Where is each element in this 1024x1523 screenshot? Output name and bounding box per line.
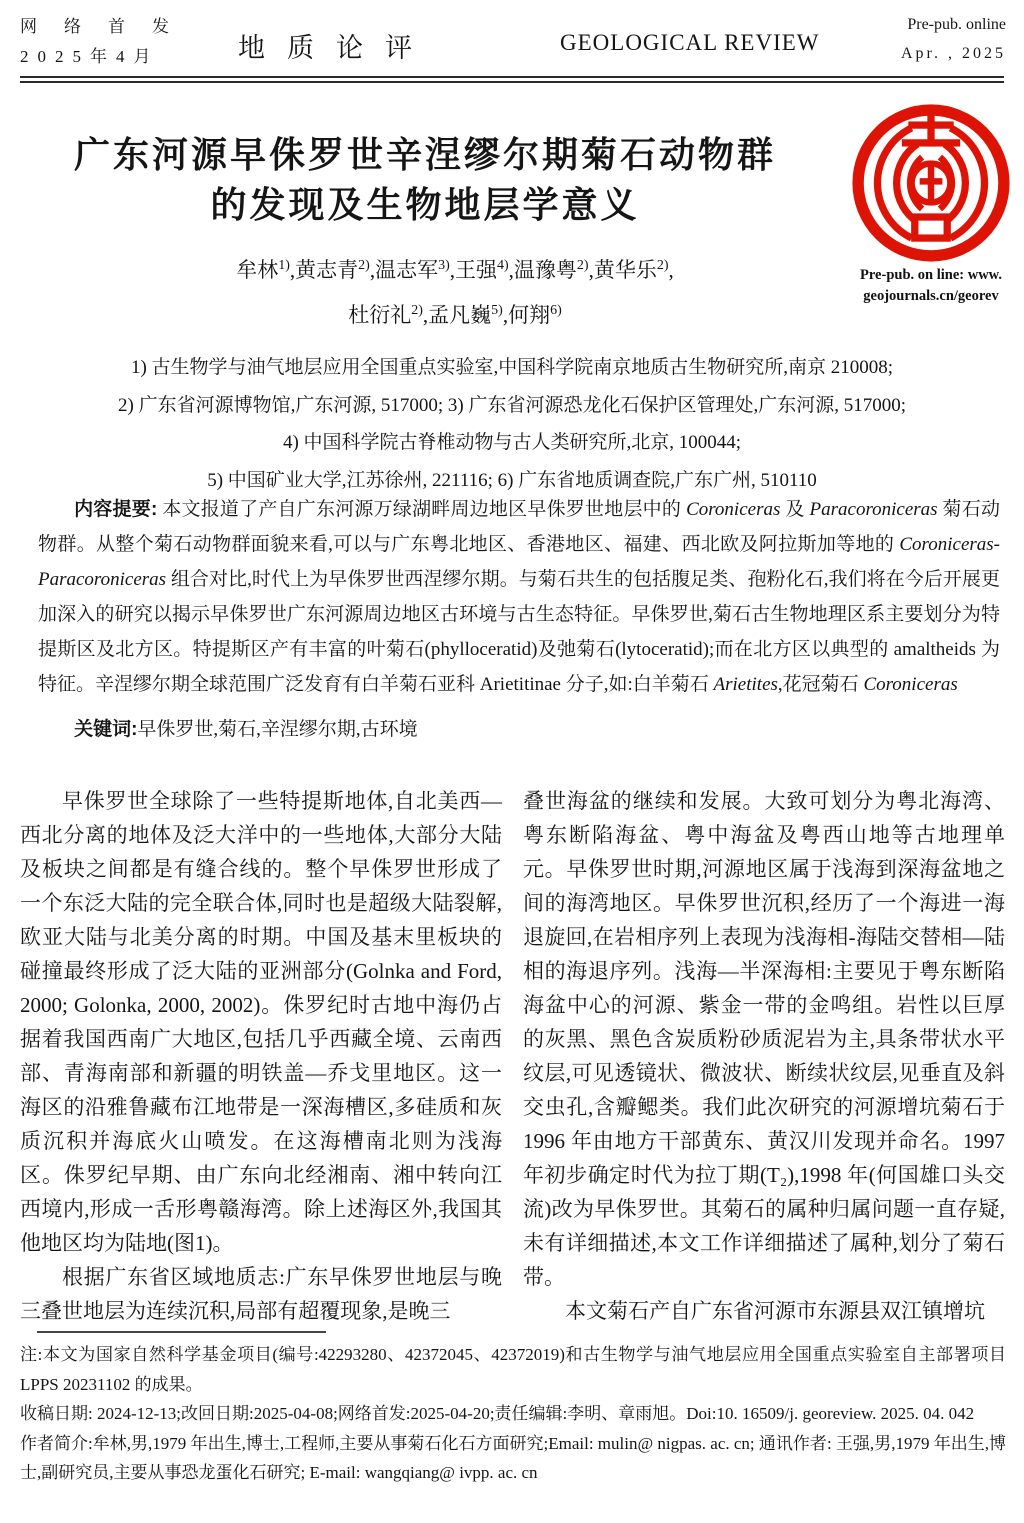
header-double-rule <box>20 76 1004 83</box>
taxon-name: Coroniceras <box>686 499 781 520</box>
body-paragraph: 早侏罗世全球除了一些特提斯地体,自北美西—西北分离的地体及泛大洋中的一些地体,大部分大陆及板块之间都是有缝合线的。整个早侏罗世形成了一个东泛大陆的完全联合体,同时也是超级大陆裂解,欧亚大陆与北美分离的时期。中国及基末里板块的碰撞最终形成了泛大陆的亚洲部分(Golnka and Ford, 2000; Golonka, 2000, 2002)。侏罗纪时古地中海仍占据着我国西南广大地区,包括几乎西藏全境、云南西部、青海南部和新疆的明铁盖—乔戈里地区。这一海区的沿雅鲁藏布江地带是一深海槽区,多硅质和灰质沉积并海底火山喷发。在这海槽南北则为浅海区。侏罗纪早期、由广东向北经湘南、湘中转向江西境内,形成一舌形粤赣海湾。除上述海区外,我国其他地区均为陆地(图1)。 <box>20 789 502 1255</box>
author-bio-note: 作者简介:牟林,男,1979 年出生,博士,工程师,主要从事菊石化石方面研究;Email: mulin@ nigpas. ac. cn; 通讯作者: 王强,男,1979 年出生,博士,副研究员,主要从事恐龙蛋化石研究; E-mail: wangqiang@ ivpp. ac. cn <box>20 1433 1006 1482</box>
funding-note: 注:本文为国家自然科学基金项目(编号:42293280、42372045、42372019)和古生物学与油气地层应用全国重点实验室自主部署项目 LPPS 20231102 的成果。 <box>20 1345 1006 1394</box>
journal-seal-stamp-icon <box>850 102 1012 264</box>
abstract-paragraph: 内容提要: 本文报道了产自广东河源万绿湖畔周边地区早侏罗世地层中的 Coroniceras 及 Paracoroniceras 菊石动物群。从整个菊石动物群面貌来看,可以与广东粤北地区、香港地区、福建、西北欧及阿拉斯加等地的 Coroniceras-Paracoroniceras 组合对比,时代上为早侏罗世西涅缪尔期。与菊石共生的包括腹足类、孢粉化石,我们将在今后开展更加深入的研究以揭示早侏罗世广东河源周边地区古环境与古生态特征。早侏罗世,菊石古生物地理区系主要划分为特提斯区及北方区。特提斯区产有丰富的叶菊石(phylloceratid)及弛菊石(lytoceratid);而在北方区以典型的 amaltheids 为特征。辛涅缪尔期全球范围广泛发育有白羊菊石亚科 Arietitinae 分子,如:白羊菊石 Arietites,花冠菊石 Coroniceras <box>38 499 1000 695</box>
keywords-text: 早侏罗世,菊石,辛涅缪尔期,古环境 <box>137 719 418 740</box>
author: 温志军$^{3)}$, <box>375 258 455 282</box>
prepub-cn-line1: 网络首发 <box>20 17 196 36</box>
prepub-cn-line2: 2025年4月 <box>20 47 160 66</box>
article-title-line1: 广东河源早侏罗世辛涅缪尔期菊石动物群 <box>73 134 776 175</box>
author-list-row1 <box>0 254 910 284</box>
author-list-row2 <box>0 299 910 329</box>
author: 何翔$^{6)}$ <box>508 303 562 327</box>
prepub-en-line2: Apr. , 2025 <box>901 45 1006 62</box>
prepub-en-line1: Pre-pub. online <box>907 16 1006 33</box>
article-title <box>25 130 825 230</box>
taxon-name: Coroniceras <box>863 674 958 695</box>
footnote-rule <box>37 1331 326 1333</box>
author: 黄华乐$^{2)}$, <box>593 258 674 282</box>
keywords-label: 关键词: <box>74 719 138 740</box>
author: 黄志青$^{2)}$, <box>295 258 376 282</box>
prepub-notice-cn <box>20 12 196 72</box>
body-column-right <box>523 784 1005 1328</box>
body-column-left <box>20 784 502 1328</box>
affiliation-line: 2) 广东省河源博物馆,广东河源, 517000; 3) 广东省河源恐龙化石保护区管理处,广东河源, 517000; <box>118 394 906 416</box>
body-paragraph: 本文菊石产自广东省河源市东源县双江镇增坑 <box>565 1299 985 1323</box>
taxon-name: Paracoroniceras <box>809 499 938 520</box>
body-paragraph: 根据广东省区域地质志:广东早侏罗世地层与晚三叠世地层为连续沉积,局部有超覆现象,是晚三 <box>20 1265 502 1323</box>
dates-doi-note: 收稿日期: 2024-12-13;改回日期:2025-04-08;网络首发:2025-04-20;责任编辑:李明、章雨旭。Doi:10. 16509/j. georeview. 2025. 04. 042 <box>20 1404 975 1423</box>
seal-caption-line1: Pre-pub. on line: www. <box>860 267 1002 283</box>
author: 王强$^{4)}$, <box>455 258 514 282</box>
affiliation-list <box>20 349 1004 499</box>
affiliation-line: 4) 中国科学院古脊椎动物与古人类研究所,北京, 100044; <box>282 432 742 453</box>
journal-title-en: GEOLOGICAL REVIEW <box>560 30 820 55</box>
author: 孟凡巍$^{5)}$, <box>428 303 509 327</box>
journal-title-cn: 地质论评 <box>238 33 434 63</box>
abstract-label: 内容提要: <box>74 499 158 520</box>
footnote-block <box>20 1340 1006 1488</box>
prepub-notice-en <box>901 10 1006 68</box>
article-title-line2: 的发现及生物地层学意义 <box>210 184 640 225</box>
taxon-name: Arietites <box>713 674 778 695</box>
taxon-name: Coroniceras-Paracoroniceras <box>38 534 1000 590</box>
author: 杜衍礼$^{2)}$, <box>348 303 429 327</box>
body-paragraph: 叠世海盆的继续和发展。大致可划分为粤北海湾、粤东断陷海盆、粤中海盆及粤西山地等古地理单元。早侏罗世时期,河源地区属于浅海到深海盆地之间的海湾地区。早侏罗世沉积,经历了一个海进一海退旋回,在岩相序列上表现为浅海相-海陆交替相—陆相的海退序列。浅海—半深海相:主要见于粤东断陷海盆中心的河源、紫金一带的金鸣组。岩性以巨厚的灰黑、黑色含炭质粉砂质泥岩为主,具条带状水平纹层,可见透镜状、微波状、断续状纹层,见垂直及斜交虫孔,含瓣鳃类。我们此次研究的河源增坑菊石于 1996 年由地方干部黄东、黄汉川发现并命名。1997 年初步确定时代为拉丁期(T₂),1998 年(何国雄口头交流)改为早侏罗世。其菊石的属种归属问题一直存疑,未有详细描述,本文工作详细描述了属种,划分了菊石带。 <box>523 789 1005 1289</box>
seal-caption-line2: geojournals.cn/georev <box>863 287 999 304</box>
affiliation-line: 1) 古生物学与油气地层应用全国重点实验室,中国科学院南京地质古生物研究所,南京 210008; <box>130 357 894 378</box>
affiliation-line: 5) 中国矿业大学,江苏徐州, 221116; 6) 广东省地质调查院,广东广州, 510110 <box>207 469 817 491</box>
keywords-line <box>38 714 418 741</box>
author: 温豫粤$^{2)}$, <box>513 258 594 282</box>
author: 牟林$^{1)}$, <box>236 258 296 282</box>
